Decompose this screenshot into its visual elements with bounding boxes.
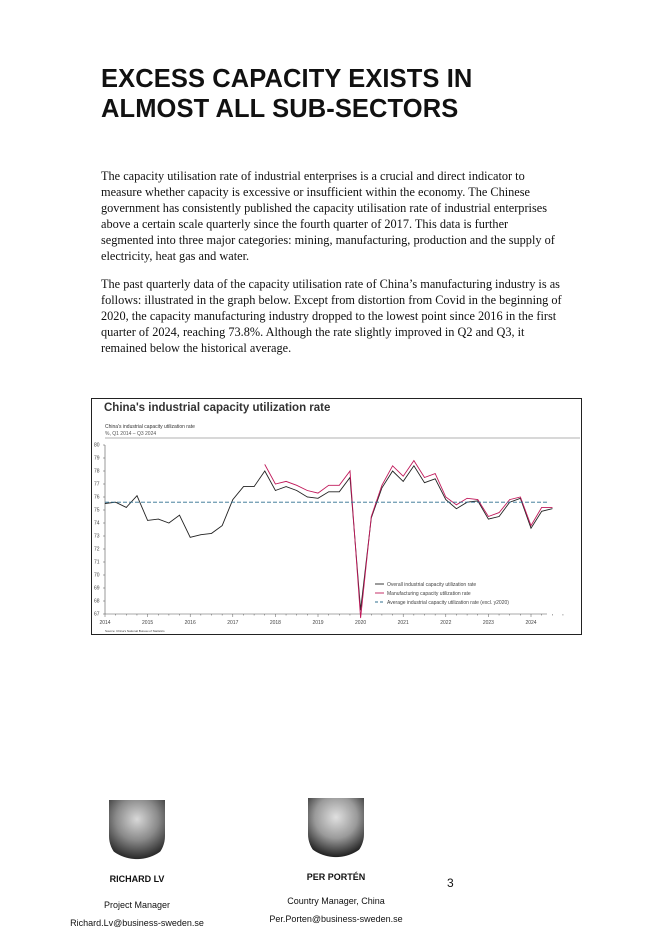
data-point (541, 511, 542, 512)
data-point (382, 488, 383, 489)
data-point (456, 505, 457, 506)
data-point (328, 485, 329, 486)
y-tick-label: 71 (94, 559, 100, 566)
data-point (211, 533, 212, 534)
data-point (446, 497, 447, 498)
data-point (552, 507, 553, 508)
data-point (243, 486, 244, 487)
x-tick-label: 2021 (397, 620, 409, 626)
contact-email[interactable]: Per.Porten@business-sweden.se (269, 914, 403, 924)
contact-email[interactable]: Richard.Lv@business-sweden.se (70, 918, 204, 928)
legend-label: Overall industrial capacity utilization rate (387, 581, 477, 588)
data-point (424, 482, 425, 483)
paragraph-manufacturing: The past quarterly data of the capacity utilisation rate of China’s manufacturing industry is as follows: illustrated in the graph below. Except from distortion from Covid in the beginning of 2020, the capacity manufacturing industry dropped to the lowest point since 2016 in the first quarter of 2024, reaching 73.8%. Although the rate slightly improved in Q2 and Q3, it remained below the historical average. (101, 277, 562, 355)
y-tick-label: 79 (94, 455, 100, 462)
data-point (531, 528, 532, 529)
data-point (456, 508, 457, 509)
data-point (233, 499, 234, 500)
contact-per-porten (236, 798, 436, 924)
data-point (307, 490, 308, 491)
data-point (403, 476, 404, 477)
y-tick-label: 70 (94, 572, 100, 579)
x-tick-label: 2018 (269, 620, 281, 626)
x-tick-label: 2022 (440, 620, 452, 626)
data-point (477, 499, 478, 500)
data-point (360, 618, 361, 619)
data-point (201, 534, 202, 535)
legend-label: Manufacturing capacity utilization rate (387, 590, 471, 597)
data-point (392, 466, 393, 467)
chart-subtitle: China's industrial capacity utilization rate (105, 424, 195, 430)
data-point (318, 493, 319, 494)
data-point (264, 464, 265, 465)
y-tick-label: 72 (94, 546, 100, 553)
y-tick-label: 76 (94, 494, 100, 501)
data-point (147, 520, 148, 521)
data-point (541, 507, 542, 508)
contact-richard-lv (37, 800, 237, 928)
data-point (414, 466, 415, 467)
avatar (308, 798, 364, 862)
x-tick-label: 2015 (142, 620, 154, 626)
data-point (435, 479, 436, 480)
data-point (296, 485, 297, 486)
x-tick-label: 2023 (482, 620, 494, 626)
paragraph-intro: The capacity utilisation rate of industrial enterprises is a crucial and direct indicator to measure whether capacity is excessive or insufficient within the economy. The Chinese government has consistently published the capacity utilisation rate of industrial enterprises above a certain scale quarterly since the fourth quarter of 2017. This data is further segmented into three major categories: mining, manufacturing, production and the supply of electricity, heat gas and water. (101, 169, 555, 263)
data-point (158, 519, 159, 520)
y-tick-label: 73 (94, 533, 100, 540)
data-point (403, 481, 404, 482)
data-point (392, 471, 393, 472)
data-point (467, 498, 468, 499)
x-tick-label: 2024 (525, 620, 537, 626)
data-point (488, 516, 489, 517)
data-point (339, 485, 340, 486)
data-point (254, 486, 255, 487)
data-point (286, 486, 287, 487)
y-tick-label: 68 (94, 598, 100, 605)
data-point (179, 515, 180, 516)
data-point (328, 492, 329, 493)
y-tick-label: 80 (94, 442, 100, 449)
contact-role: Project Manager (103, 900, 171, 910)
data-point (275, 484, 276, 485)
capacity-utilization-chart (91, 398, 582, 635)
data-point (509, 499, 510, 500)
data-point (371, 516, 372, 517)
data-point (307, 497, 308, 498)
data-point (264, 471, 265, 472)
y-tick-label: 75 (94, 507, 100, 514)
chart-unit-note: %, Q1 2014 – Q3 2024 (105, 431, 157, 437)
data-point (488, 519, 489, 520)
data-point (126, 507, 127, 508)
data-point (552, 508, 553, 509)
page-title: EXCESS CAPACITY EXISTS IN ALMOST ALL SUB-SECTORS (101, 65, 473, 123)
y-tick-label: 78 (94, 468, 100, 475)
chart-title: China's industrial capacity utilization rate (104, 402, 331, 414)
data-point (286, 481, 287, 482)
y-tick-label: 67 (94, 611, 100, 618)
data-point (446, 499, 447, 500)
data-point (424, 477, 425, 478)
x-tick-label: 2016 (184, 620, 196, 626)
data-point (222, 525, 223, 526)
data-point (105, 503, 106, 504)
data-point (115, 502, 116, 503)
data-point (296, 490, 297, 491)
contact-name: PER PORTÉN (306, 872, 366, 882)
x-tick-label: 2020 (355, 620, 367, 626)
data-point (499, 512, 500, 513)
x-tick-label: 2014 (99, 620, 111, 626)
data-point (435, 473, 436, 474)
contact-role: Country Manager, China (287, 896, 385, 906)
data-point (190, 537, 191, 538)
x-tick-label: 2019 (312, 620, 324, 626)
page-number: 3 (447, 876, 454, 890)
data-point (169, 523, 170, 524)
data-point (531, 525, 532, 526)
x-tick-label: 2017 (227, 620, 239, 626)
overall-line (105, 466, 552, 610)
y-tick-label: 74 (94, 520, 100, 527)
data-point (137, 495, 138, 496)
data-point (520, 497, 521, 498)
data-point (339, 492, 340, 493)
legend-label: Average industrial capacity utilization rate (excl. y2020) (387, 599, 509, 606)
data-point (318, 498, 319, 499)
y-tick-label: 77 (94, 481, 100, 488)
avatar (109, 800, 165, 864)
chart-source: Source: China's National Bureau of Statistics (105, 629, 165, 633)
data-point (350, 471, 351, 472)
data-point (275, 490, 276, 491)
data-point (382, 485, 383, 486)
data-point (499, 516, 500, 517)
data-point (414, 460, 415, 461)
contact-name: RICHARD LV (109, 874, 165, 884)
y-tick-label: 69 (94, 585, 100, 592)
